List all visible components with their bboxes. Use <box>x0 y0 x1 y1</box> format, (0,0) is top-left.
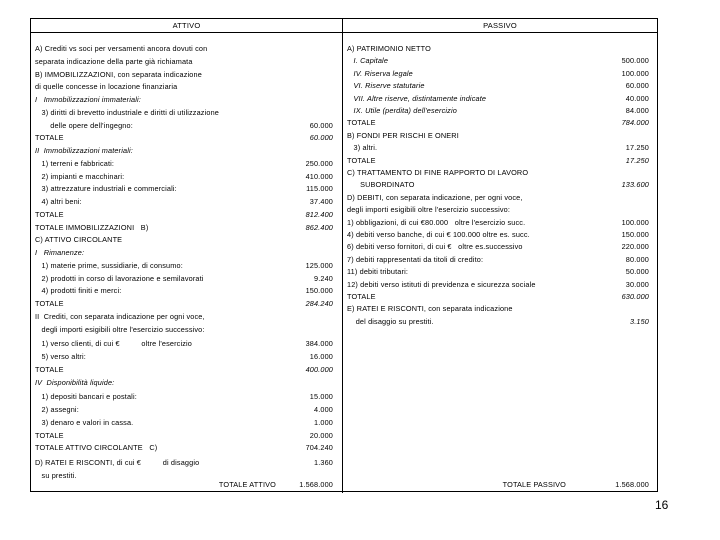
attivo-row-label: TOTALE <box>35 209 64 219</box>
attivo-row-value <box>281 311 333 322</box>
passivo-row-label: TOTALE <box>347 155 376 165</box>
attivo-row-value: 125.000 <box>305 260 333 270</box>
passivo-row-value: 630.000 <box>621 292 649 301</box>
attivo-row-label: TOTALE ATTIVO CIRCOLANTE C) <box>35 443 158 453</box>
attivo-row-value <box>281 56 333 67</box>
attivo-row-value: 1.360 <box>313 458 333 467</box>
passivo-row-value: 784.000 <box>621 118 649 128</box>
attivo-row-label: I Immobilizzazioni immateriali: <box>35 95 141 104</box>
passivo-row-label: 11) debiti tributari: <box>347 267 409 277</box>
attivo-row-label: 2) assegni: <box>35 405 79 414</box>
attivo-row-value: 60.000 <box>309 120 333 130</box>
passivo-row-label: 7) debiti rappresentati da titoli di credito: <box>347 254 484 264</box>
attivo-total-label: TOTALE ATTIVO <box>218 480 276 489</box>
passivo-row-value <box>591 130 649 141</box>
passivo-row-value <box>591 167 649 178</box>
attivo-row-label: 3) attrezzature industriali e commerciali: <box>35 184 177 194</box>
attivo-row-value: 250.000 <box>305 158 333 168</box>
passivo-row-value: 133.600 <box>621 180 649 190</box>
attivo-row-value <box>281 69 333 80</box>
attivo-row-label: A) Crediti vs soci per versamenti ancora dovuti con <box>35 44 208 53</box>
passivo-row-value: 30.000 <box>625 279 649 289</box>
attivo-row-label: TOTALE IMMOBILIZZAZIONI B) <box>35 222 149 232</box>
attivo-row-label: TOTALE <box>35 430 64 440</box>
attivo-row-label: TOTALE <box>35 364 64 374</box>
attivo-row-label: 2) impianti e macchinari: <box>35 171 125 181</box>
passivo-row-label: A) PATRIMONIO NETTO <box>347 44 431 53</box>
passivo-row-value: 500.000 <box>621 56 649 66</box>
header-divider <box>31 32 657 33</box>
passivo-row-label: I. Capitale <box>347 56 389 66</box>
attivo-row-value: 400.000 <box>305 364 333 374</box>
passivo-row-label: IV. Riserva legale <box>347 68 413 78</box>
passivo-row-label: D) DEBITI, con separata indicazione, per ogni voce, <box>347 192 523 202</box>
balance-sheet-table <box>30 18 658 492</box>
attivo-row-label: 1) verso clienti, di cui € oltre l'esercizio <box>35 339 192 349</box>
attivo-row-label: 4) prodotti finiti e merci: <box>35 286 122 296</box>
attivo-row-label: C) ATTIVO CIRCOLANTE <box>35 235 123 245</box>
attivo-row-value: 20.000 <box>309 430 333 440</box>
attivo-row-value: 15.000 <box>309 392 333 402</box>
passivo-row-label: degli importi esigibili oltre l'esercizio successivo: <box>347 205 511 215</box>
attivo-row-label: IV Disponibilità liquide: <box>35 377 115 387</box>
passivo-row-value: 150.000 <box>621 230 649 239</box>
attivo-row-label: 1) materie prime, sussidiarie, di consumo: <box>35 260 183 270</box>
attivo-row-value <box>281 81 333 92</box>
passivo-total-label: TOTALE PASSIVO <box>502 480 566 489</box>
passivo-row-value <box>591 204 649 215</box>
attivo-row-value: 115.000 <box>306 184 333 194</box>
attivo-row-value <box>281 94 333 105</box>
attivo-row-value: 60.000 <box>309 133 333 143</box>
passivo-row-value: 3.150 <box>629 316 649 326</box>
passivo-row-label: VII. Altre riserve, distintamente indicate <box>347 93 487 103</box>
passivo-row-label: 3) altri. <box>347 143 378 153</box>
attivo-row-label: TOTALE <box>35 133 64 143</box>
attivo-row-label: delle opere dell'ingegno: <box>35 120 133 130</box>
attivo-row-label: 1) terreni e fabbricati: <box>35 158 115 168</box>
attivo-row-label: su prestiti. <box>35 470 77 480</box>
attivo-row-value: 812.400 <box>305 209 333 219</box>
passivo-row-value: 17.250 <box>625 155 649 165</box>
passivo-row-label: TOTALE <box>347 118 376 128</box>
attivo-row-value: 16.000 <box>309 352 333 361</box>
attivo-row-value: 384.000 <box>305 339 333 349</box>
passivo-row-label: TOTALE <box>347 292 376 301</box>
passivo-row-label: SUBORDINATO <box>347 180 415 190</box>
attivo-row-value <box>281 234 333 245</box>
passivo-row-label: IX. Utile (perdita) dell'esercizio <box>347 106 457 115</box>
passivo-row-value <box>591 303 649 314</box>
attivo-row-label: separata indicazione della parte già richiamata <box>35 56 193 66</box>
attivo-header: ATTIVO <box>172 21 201 30</box>
attivo-row-value: 704.240 <box>305 443 333 453</box>
passivo-row-value <box>591 192 649 203</box>
attivo-row-label: degli importi esigibili oltre l'esercizio successivo: <box>35 324 205 334</box>
attivo-row-label: I Rimanenze: <box>35 248 85 257</box>
attivo-row-label: di quelle concesse in locazione finanziaria <box>35 82 178 92</box>
passivo-row-value: 60.000 <box>625 81 649 91</box>
passivo-row-label: 6) debiti verso fornitori, di cui € oltre es.successivo <box>347 242 523 252</box>
column-divider <box>342 19 343 493</box>
page-number: 16 <box>655 498 669 512</box>
passivo-header: PASSIVO <box>483 21 517 30</box>
attivo-row-value: 37.400 <box>309 197 333 206</box>
attivo-row-label: II Crediti, con separata indicazione per ogni voce, <box>35 311 205 321</box>
attivo-row-label: 5) verso altri: <box>35 352 86 361</box>
attivo-row-label: 2) prodotti in corso di lavorazione e semilavorati <box>35 273 204 283</box>
passivo-row-value: 100.000 <box>621 217 649 227</box>
passivo-row-value: 50.000 <box>625 267 649 277</box>
attivo-row-label: D) RATEI E RISCONTI, di cui € di disaggio <box>35 458 200 467</box>
attivo-row-label: 4) altri beni: <box>35 197 82 206</box>
attivo-row-value: 862.400 <box>305 222 333 232</box>
passivo-total-value: 1.568.000 <box>615 480 649 489</box>
attivo-row-label: 3) diritti di brevetto industriale e diritti di utilizzazione <box>35 107 219 117</box>
passivo-row-label: 1) obbligazioni, di cui €80.000 oltre l'esercizio succ. <box>347 217 526 227</box>
attivo-total-value: 1.568.000 <box>299 480 333 489</box>
attivo-row-value <box>281 377 333 388</box>
attivo-row-value: 4.000 <box>313 405 333 414</box>
passivo-row-label: del disaggio su prestiti. <box>347 316 434 326</box>
passivo-row-label: C) TRATTAMENTO DI FINE RAPPORTO DI LAVORO <box>347 168 529 177</box>
attivo-row-label: B) IMMOBILIZZAZIONI, con separata indicazione <box>35 69 202 79</box>
passivo-row-value: 100.000 <box>621 68 649 78</box>
attivo-row-value: 410.000 <box>305 171 333 181</box>
attivo-row-value: 284.240 <box>305 299 333 308</box>
passivo-row-value <box>591 43 649 54</box>
attivo-row-value <box>281 43 333 54</box>
passivo-row-label: VI. Riserve statutarie <box>347 81 425 91</box>
attivo-row-value <box>281 324 333 335</box>
attivo-row-value <box>281 247 333 258</box>
passivo-row-value: 84.000 <box>625 106 649 115</box>
passivo-row-label: 4) debiti verso banche, di cui € 100.000 oltre es. succ. <box>347 230 530 239</box>
passivo-row-value: 17.250 <box>625 143 649 153</box>
passivo-row-value: 40.000 <box>625 93 649 103</box>
passivo-row-label: 12) debiti verso istituti di previdenza e sicurezza sociale <box>347 279 536 289</box>
attivo-row-value <box>281 107 333 118</box>
attivo-row-value <box>281 145 333 156</box>
attivo-row-label: II Immobilizzazioni materiali: <box>35 146 133 155</box>
attivo-row-label: 1) depositi bancari e postali: <box>35 392 137 402</box>
attivo-row-value: 1.000 <box>313 417 333 427</box>
passivo-row-value: 220.000 <box>621 242 649 252</box>
passivo-row-label: E) RATEI E RISCONTI, con separata indicazione <box>347 304 513 314</box>
passivo-row-label: B) FONDI PER RISCHI E ONERI <box>347 130 459 140</box>
attivo-row-value: 9.240 <box>313 273 333 283</box>
attivo-row-label: TOTALE <box>35 299 64 308</box>
attivo-row-value: 150.000 <box>305 286 333 296</box>
passivo-row-value: 80.000 <box>625 254 649 264</box>
attivo-row-label: 3) denaro e valori in cassa. <box>35 417 134 427</box>
